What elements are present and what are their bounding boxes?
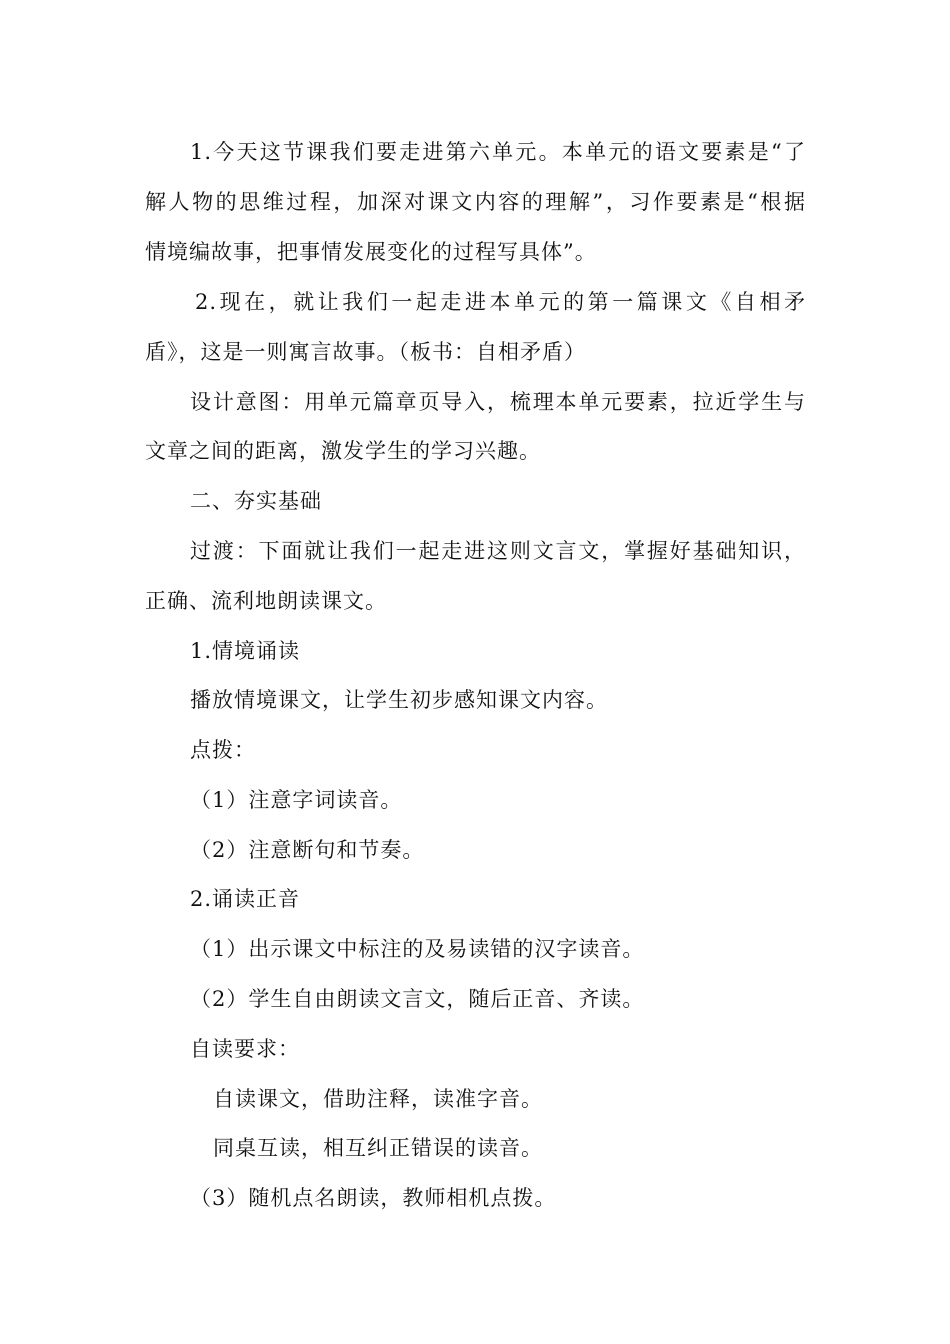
- design-intent-line-1: 设计意图：用单元篇章页导入，梳理本单元要素，拉近学生与: [190, 390, 806, 414]
- transition-line-1: 过渡：下面就让我们一起走进这则文言文，掌握好基础知识，: [190, 539, 806, 563]
- self-read-label: 自读要求：: [190, 1037, 300, 1061]
- step-2: （2）学生自由朗读文言文，随后正音、齐读。: [190, 987, 645, 1011]
- requirement-2: 同桌互读，相互纠正错误的读音。: [213, 1136, 543, 1160]
- paragraph-1-line-2: 解人物的思维过程，加深对课文内容的理解”，习作要素是“根据: [145, 190, 806, 214]
- item-1-heading: 1.情境诵读: [190, 639, 301, 663]
- paragraph-1-line-1: 1.今天这节课我们要走进第六单元。本单元的语文要素是“了: [190, 140, 806, 164]
- item-1-text: 播放情境课文，让学生初步感知课文内容。: [190, 688, 608, 712]
- section-2-heading: 二、夯实基础: [190, 489, 322, 513]
- item-2-heading: 2.诵读正音: [190, 887, 301, 911]
- hint-label: 点拨：: [190, 738, 256, 762]
- paragraph-2-line-1: 2.现在，就让我们一起走进本单元的第一篇课文《自相矛: [195, 290, 806, 314]
- requirement-1: 自读课文，借助注释，读准字音。: [213, 1087, 543, 1111]
- transition-line-2: 正确、流利地朗读课文。: [145, 589, 387, 613]
- design-intent-line-2: 文章之间的距离，激发学生的学习兴趣。: [145, 439, 541, 463]
- paragraph-1-line-3: 情境编故事，把事情发展变化的过程写具体”。: [145, 240, 597, 264]
- hint-2: （2）注意断句和节奏。: [190, 838, 425, 862]
- paragraph-2-line-2: 盾》，这是一则寓言故事。（板书：自相矛盾）: [145, 340, 586, 364]
- hint-1: （1）注意字词读音。: [190, 788, 403, 812]
- step-1: （1）出示课文中标注的及易读错的汉字读音。: [190, 937, 645, 961]
- step-3: （3）随机点名朗读，教师相机点拨。: [190, 1186, 557, 1210]
